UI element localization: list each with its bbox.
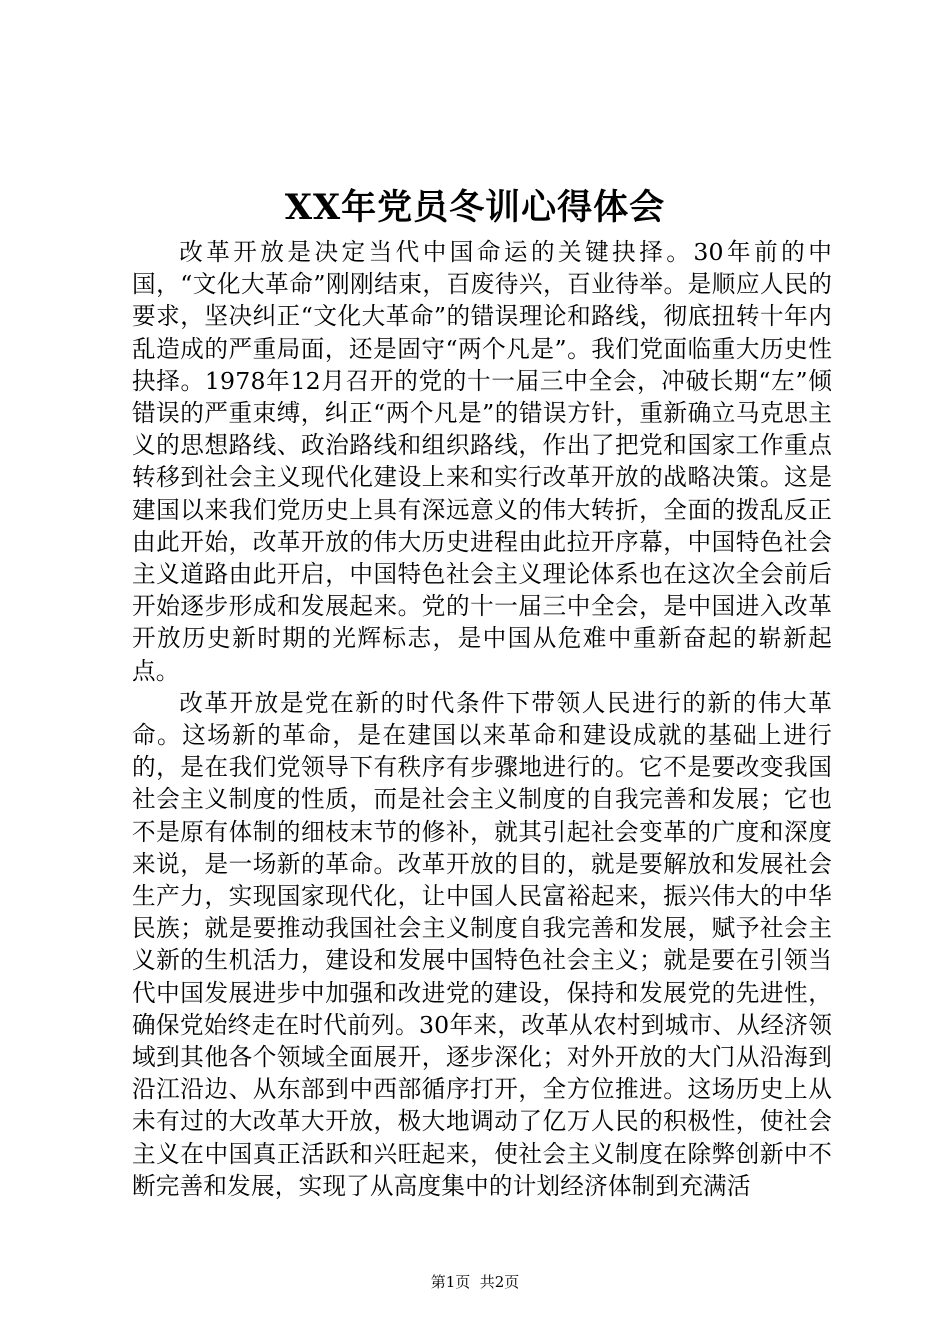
- document-body: [132, 236, 832, 1202]
- page-footer: 第1页 共2页: [430, 1273, 520, 1291]
- document-title: XX年党员冬训心得体会: [284, 187, 666, 228]
- paragraph-2: 改革开放是党在新的时代条件下带领人民进行的新的伟大革命。这场新的革命，是在建国以来革命和建设成就的基础上进行的，是在我们党领导下有秩序有步骤地进行的。它不是要改变我国社会主义制度的性质，而是社会主义制度的自我完善和发展；它也不是原有体制的细枝末节的修补，就其引起社会变革的广度和深度来说，是一场新的革命。改革开放的目的，就是要解放和发展社会生产力，实现国家现代化，让中国人民富裕起来，振兴伟大的中华民族；就是要推动我国社会主义制度自我完善和发展，赋予社会主义新的生机活力，建设和发展中国特色社会主义；就是要在引领当代中国发展进步中加强和改进党的建设，保持和发展党的先进性，确保党始终走在时代前列。30年来，改革从农村到城市、从经济领域到其他各个领域全面展开，逐步深化；对外开放的大门从沿海到沿江沿边、从东部到中西部循序打开，全方位推进。这场历史上从未有过的大改革大开放，极大地调动了亿万人民的积极性，使社会主义在中国真正活跃和兴旺起来，使社会主义制度在除弊创新中不断完善和发展，实现了从高度集中的计划经济体制到充满活: [132, 688, 832, 1200]
- paragraph-1: 改革开放是决定当代中国命运的关键抉择。30年前的中国，“文化大革命”刚刚结束，百废待兴，百业待举。是顺应人民的要求，坚决纠正“文化大革命”的错误理论和路线，彻底扭转十年内乱造成的严重局面，还是固守“两个凡是”。我们党面临重大历史性抉择。1978年12月召开的党的十一届三中全会，冲破长期“左”倾错误的严重束缚，纠正“两个凡是”的错误方针，重新确立马克思主义的思想路线、政治路线和组织路线，作出了把党和国家工作重点转移到社会主义现代化建设上来和实行改革开放的战略决策。这是建国以来我们党历史上具有深远意义的伟大转折，全面的拨乱反正由此开始，改革开放的伟大历史进程由此拉开序幕，中国特色社会主义道路由此开启，中国特色社会主义理论体系也在这次全会前后开始逐步形成和发展起来。党的十一届三中全会，是中国进入改革开放历史新时期的光辉标志，是中国从危难中重新奋起的崭新起点。: [132, 238, 832, 685]
